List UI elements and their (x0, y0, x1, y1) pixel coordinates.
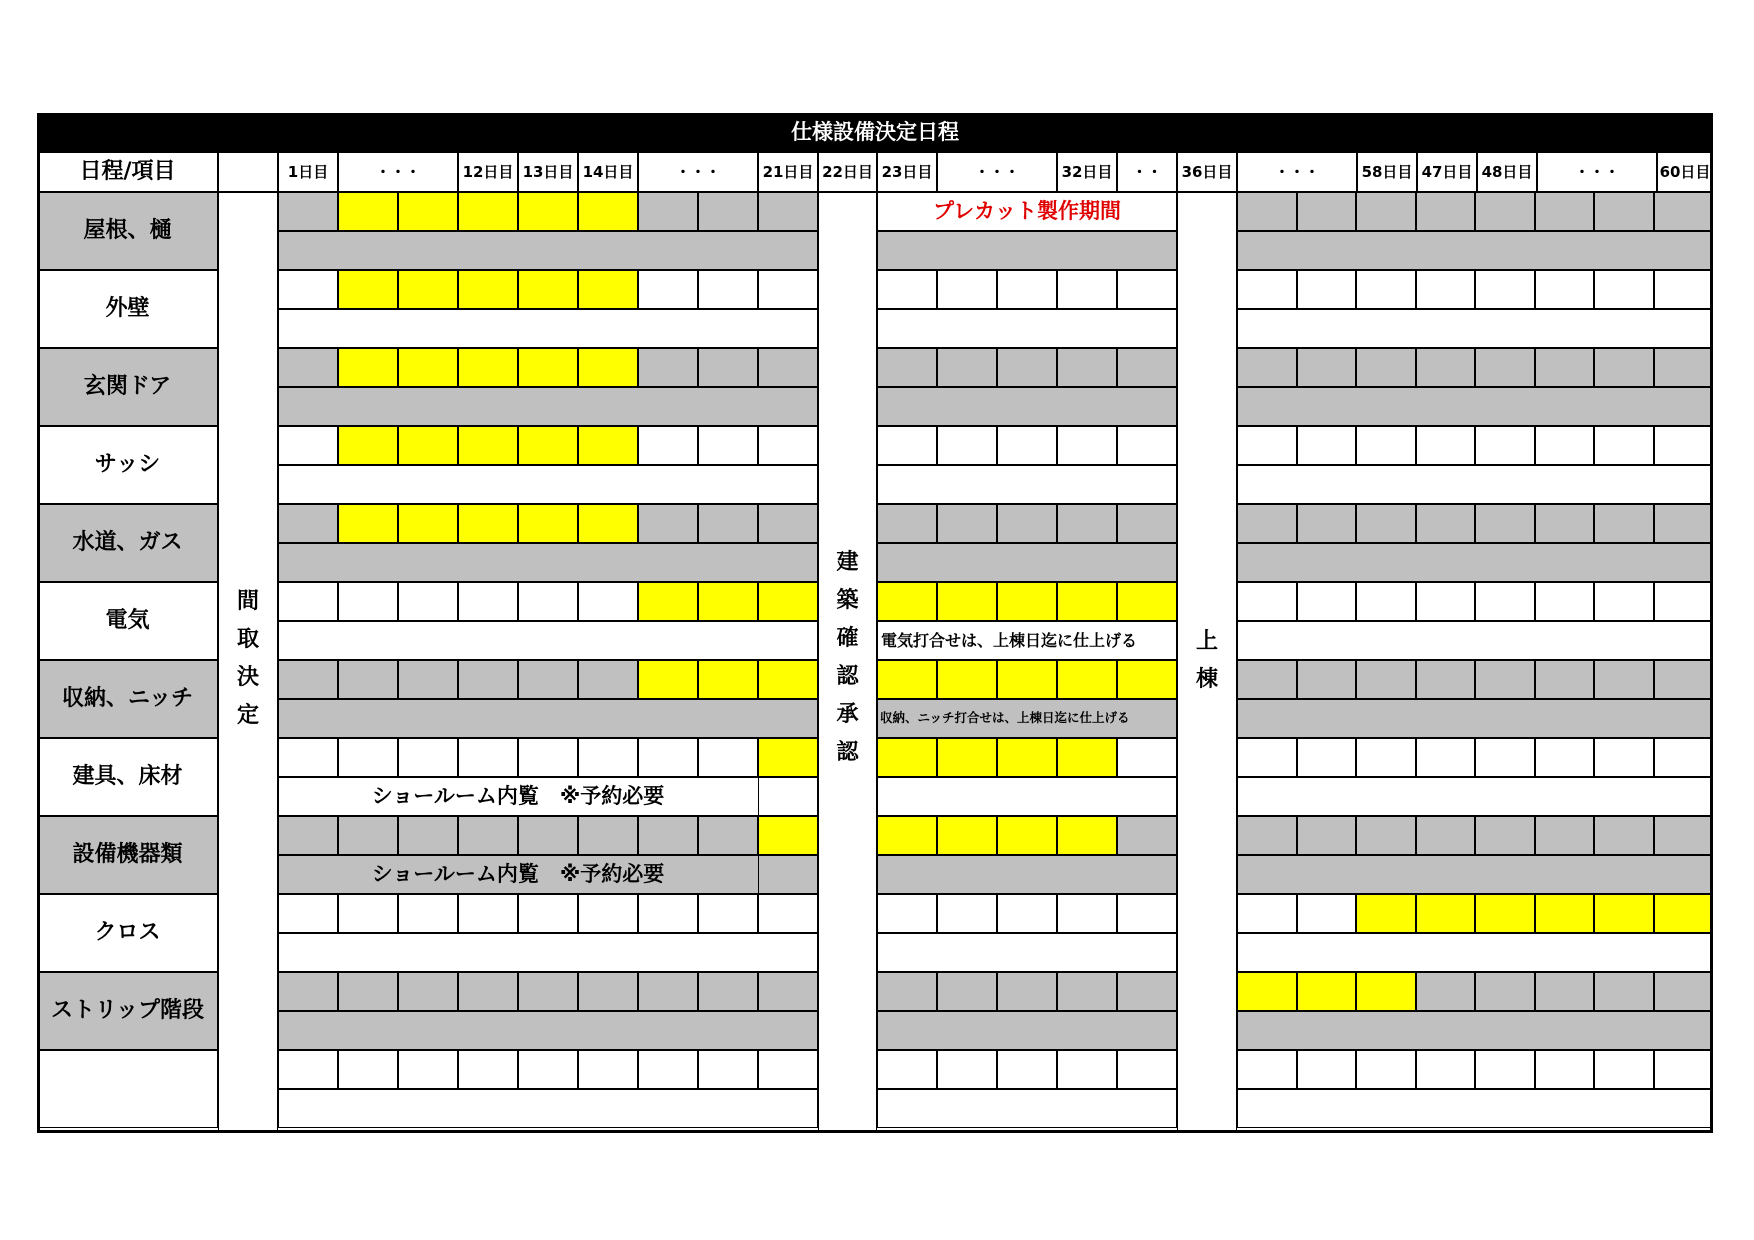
item-label: 設備機器類 (72, 842, 183, 867)
header-day-label: 60日目 (1659, 162, 1711, 181)
outer-frame (37, 113, 1713, 1133)
madori-label-char: 定 (236, 703, 259, 728)
header-day-label: 13日目 (522, 162, 574, 181)
header-day-label: 36日目 (1181, 162, 1233, 181)
precut-note: プレカット製作期間 (933, 199, 1121, 223)
kakunin-label-char: 築 (836, 588, 859, 613)
item-label: 外壁 (105, 296, 150, 321)
item-label: 玄関ドア (83, 374, 172, 399)
header-day-label: 22日目 (822, 162, 873, 181)
page-title: 仕様設備決定日程 (791, 120, 959, 144)
joto-label-char: 上 (1195, 629, 1218, 654)
header-day-label: ・・ (1131, 162, 1162, 181)
item-label: サッシ (94, 452, 161, 477)
header-day-label: ・・・ (1274, 162, 1320, 181)
item-label: 電気 (105, 608, 150, 633)
madori-label-char: 決 (236, 665, 259, 690)
kakunin-label-char: 認 (836, 740, 859, 765)
item-label: クロス (94, 920, 161, 945)
header-day-label: 23日目 (881, 162, 933, 181)
item-label: 水道、ガス (72, 530, 183, 555)
header-day-label: 58日目 (1361, 162, 1413, 181)
header-day-label: ・・・ (375, 162, 421, 181)
header-day-label: 12日目 (462, 162, 514, 181)
showroom-note-1: ショールーム内覧 ※予約必要 (371, 784, 665, 808)
item-label: 収納、ニッチ (61, 686, 194, 711)
item-label: 屋根、樋 (83, 218, 172, 243)
header-day-label: 47日目 (1421, 162, 1473, 181)
kakunin-label-char: 確 (836, 626, 859, 651)
item-label: ストリップ階段 (50, 998, 205, 1023)
kakunin-label-char: 認 (836, 664, 859, 689)
header-day-label: 32日目 (1061, 162, 1113, 181)
kakunin-label-char: 承 (836, 702, 859, 727)
header-day-label: 21日目 (762, 162, 814, 181)
header-divider (37, 191, 1713, 193)
header-day-label: ・・・ (1574, 162, 1620, 181)
kakunin-label-char: 建 (836, 550, 859, 575)
madori-label-char: 間 (236, 589, 259, 614)
showroom-note-2: ショールーム内覧 ※予約必要 (371, 862, 665, 886)
header-day-label: 14日目 (582, 162, 634, 181)
madori-label-char: 取 (236, 627, 259, 652)
header-day-label: 48日目 (1481, 162, 1533, 181)
header-day-label: ・・・ (974, 162, 1020, 181)
denki-note: 電気打合せは、上棟日迄に仕上げる (881, 630, 1138, 650)
item-label: 建具、床材 (72, 764, 183, 789)
joto-label-char: 棟 (1195, 667, 1218, 692)
header-day-label: ・・・ (675, 162, 721, 181)
shuno-note: 収納、ニッチ打合せは、上棟日迄に仕上げる (880, 710, 1130, 726)
header-day-label: 1日目 (287, 162, 329, 181)
header-corner-label: 日程/項目 (79, 159, 176, 184)
